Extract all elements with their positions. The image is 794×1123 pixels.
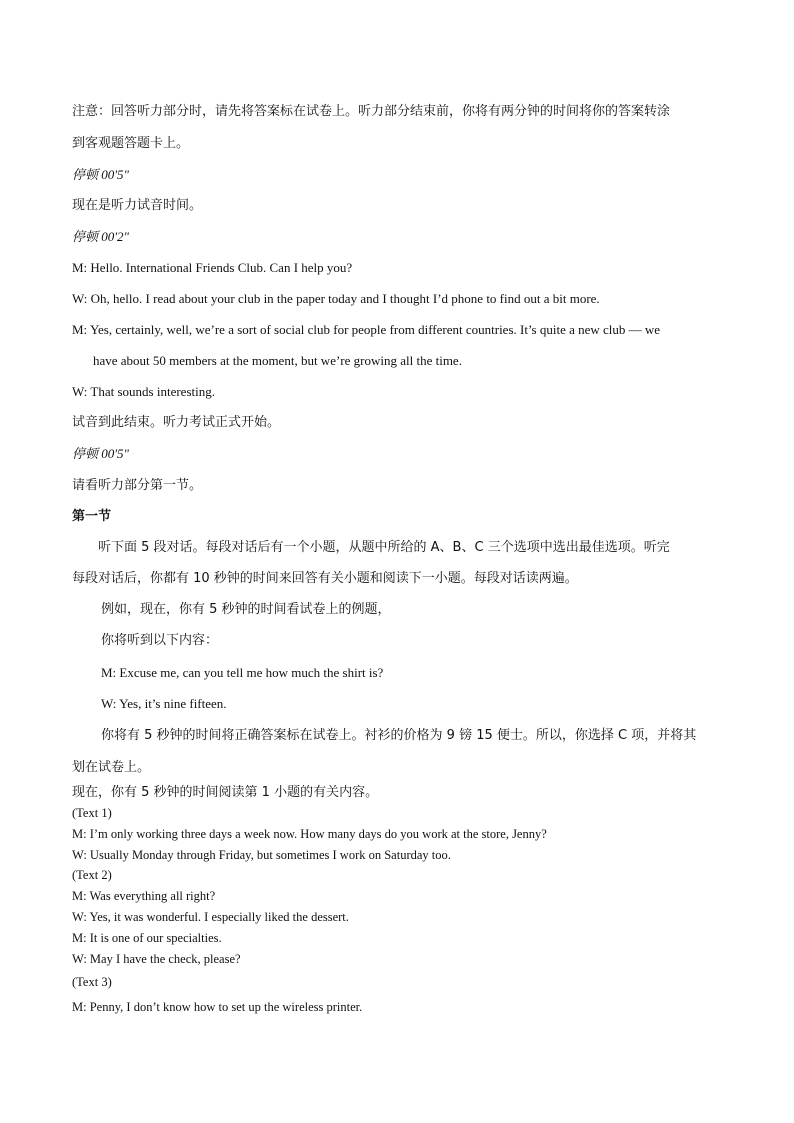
section-heading: 第一节 xyxy=(72,509,112,524)
trial-start-note: 现在是听力试音时间。 xyxy=(72,198,203,213)
dialogue-line: M: I’m only working three days a week now. How many days do you work at the store, Jenny? xyxy=(72,827,547,841)
pause-note: 停顿 00'2" xyxy=(72,229,129,244)
dialogue-line: M: Was everything all right? xyxy=(72,889,216,903)
instruction-line-2: 到客观题答题卡上。 xyxy=(72,136,190,151)
dialogue-line: W: Usually Monday through Friday, but sometimes I work on Saturday too. xyxy=(72,848,451,862)
dialogue-line: M: It is one of our specialties. xyxy=(72,931,222,945)
text-label: (Text 3) xyxy=(72,975,112,989)
instruction-line-1: 注意：回答听力部分时，请先将答案标在试卷上。听力部分结束前，你将有两分钟的时间将你的答案转涂 xyxy=(72,104,671,119)
dialogue-line: W: That sounds interesting. xyxy=(72,384,215,399)
example-intro: 你将听到以下内容： xyxy=(101,633,219,648)
example-dialogue: M: Excuse me, can you tell me how much the shirt is? xyxy=(101,665,384,680)
dialogue-line-continued: have about 50 members at the moment, but we’re growing all the time. xyxy=(93,353,462,368)
dialogue-line: W: Oh, hello. I read about your club in the paper today and I thought I’d phone to find out a bit more. xyxy=(72,291,600,306)
pause-note: 停顿 00'5" xyxy=(72,167,129,182)
section-instruction: 每段对话后，你都有 10 秒钟的时间来回答有关小题和阅读下一小题。每段对话读两遍。 xyxy=(72,571,578,586)
dialogue-line: M: Yes, certainly, well, we’re a sort of social club for people from different countries. It’s quite a new club — we xyxy=(72,322,661,337)
text-label: (Text 1) xyxy=(72,806,112,820)
pause-note: 停顿 00'5" xyxy=(72,446,129,461)
example-intro: 例如，现在，你有 5 秒钟的时间看试卷上的例题， xyxy=(101,602,391,617)
example-dialogue: W: Yes, it’s nine fifteen. xyxy=(101,696,227,711)
example-answer: 划在试卷上。 xyxy=(72,760,151,775)
section-intro: 请看听力部分第一节。 xyxy=(72,478,203,493)
trial-end-note: 试音到此结束。听力考试正式开始。 xyxy=(72,415,281,430)
dialogue-line: M: Hello. International Friends Club. Can I help you? xyxy=(72,260,353,275)
text-label: (Text 2) xyxy=(72,868,112,882)
dialogue-line: W: Yes, it was wonderful. I especially liked the dessert. xyxy=(72,910,349,924)
dialogue-line: M: Penny, I don’t know how to set up the wireless printer. xyxy=(72,1000,363,1014)
dialogue-line: W: May I have the check, please? xyxy=(72,952,241,966)
example-answer: 你将有 5 秒钟的时间将正确答案标在试卷上。衬衫的价格为 9 镑 15 便士。所以，你选择 C 项，并将其 xyxy=(101,728,697,743)
section-instruction: 听下面 5 段对话。每段对话后有一个小题，从题中所给的 A、B、C 三个选项中选出最佳选项。听完 xyxy=(98,540,670,555)
reading-instruction: 现在，你有 5 秒钟的时间阅读第 1 小题的有关内容。 xyxy=(72,785,379,800)
